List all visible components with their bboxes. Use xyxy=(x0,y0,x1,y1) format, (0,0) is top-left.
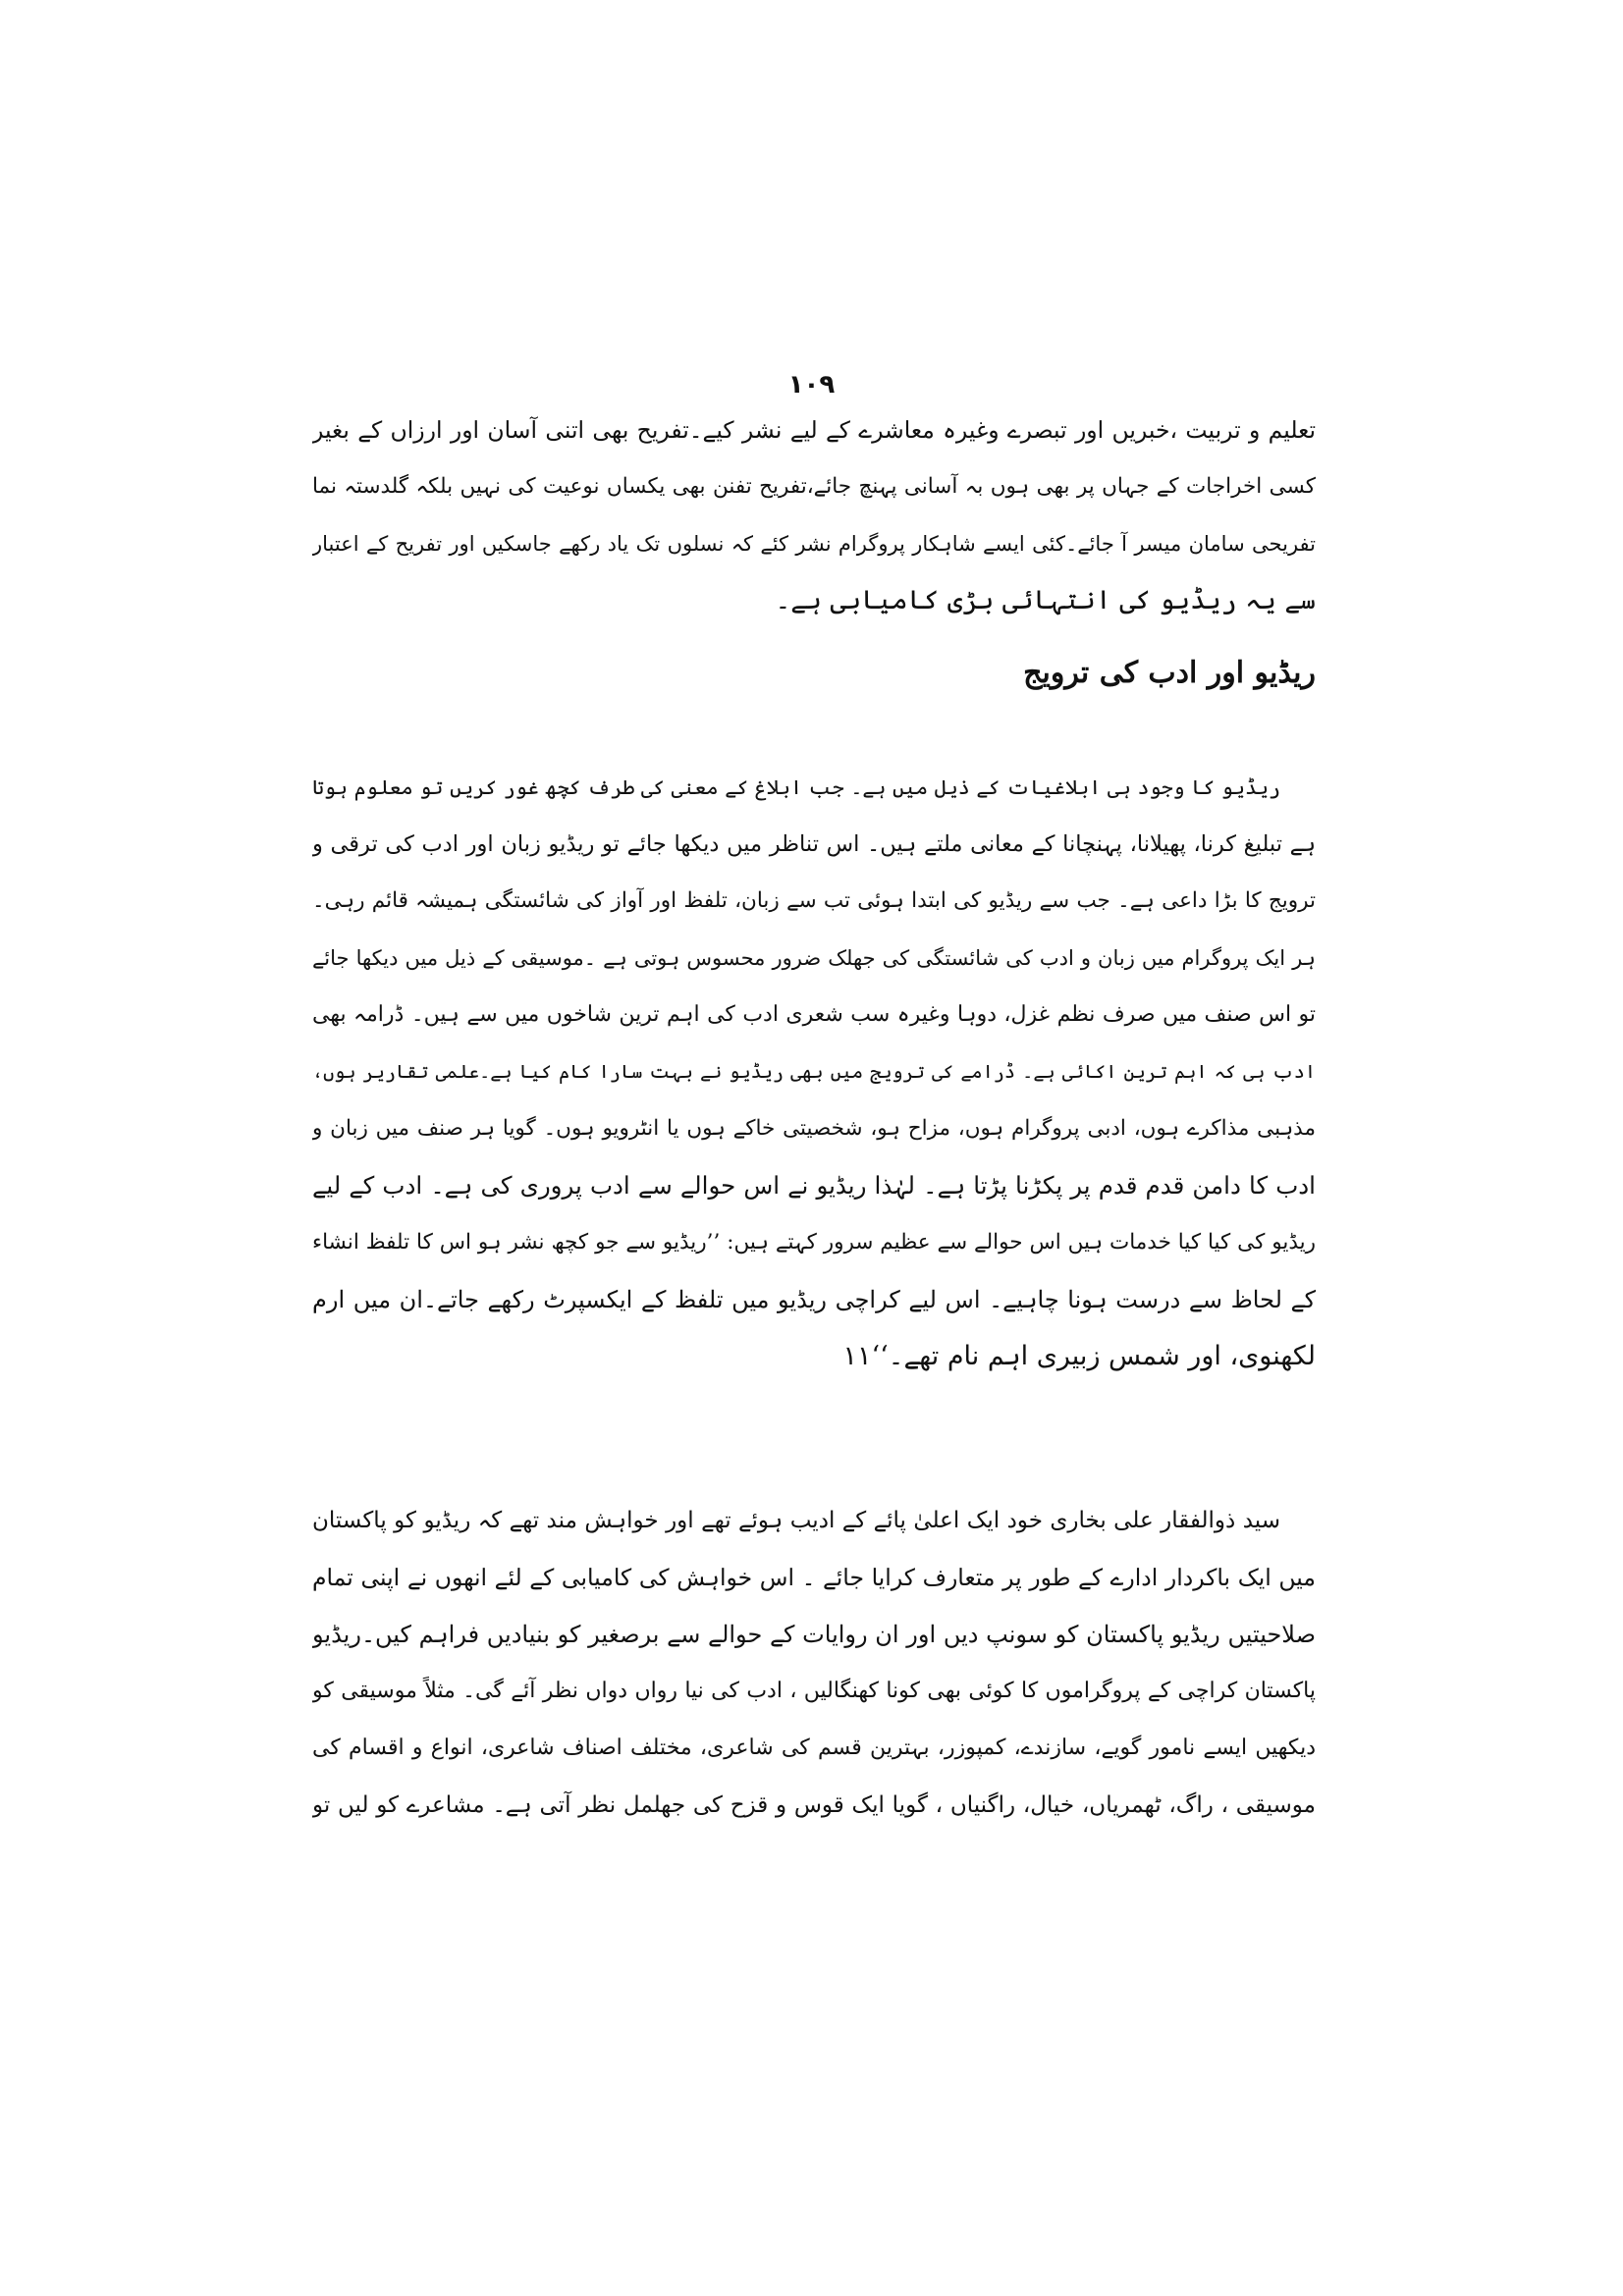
text-line: میں ایک باکردار ادارے کے طور پر متعارف کرایا جائے ۔ اس خواہش کی کامیابی کے لئے انھوں نے اپنی تمام xyxy=(312,1564,1316,1591)
text-line: مذہبی مذاکرے ہوں، ادبی پروگرام ہوں، مزاح ہو، شخصیتی خاکے ہوں یا انٹرویو ہوں۔ گویا ہر صنف میں زبان و xyxy=(312,1116,1316,1141)
paragraph-bukhari xyxy=(312,1492,1316,1834)
text-line: دیکھیں ایسے نامور گویے، سازندے، کمپوزر، بہترین قسم کی شاعری، مختلف اصناف شاعری، انواع و اقسام کی xyxy=(312,1735,1316,1760)
text-line: صلاحیتیں ریڈیو پاکستان کو سونپ دیں اور ان روایات کے حوالے سے برصغیر کو بنیادیں فراہم کیں۔ریڈیو xyxy=(312,1621,1316,1648)
text-line: کسی اخراجات کے جہاں پر بھی ہوں بہ آسانی پہنچ جائے،تفریح تفنن بھی یکساں نوعیت کی نہیں بلکہ گلدستہ نما xyxy=(312,474,1316,499)
page-number: ۱۰۹ xyxy=(787,370,836,400)
text-line: لکھنوی، اور شمس زبیری اہم نام تھے۔‘‘۱۱ xyxy=(842,1341,1316,1371)
text-line: ادب کا دامن قدم قدم پر پکڑنا پڑتا ہے۔ لہٰذا ریڈیو نے اس حوالے سے ادب پروری کی ہے۔ ادب کے لیے xyxy=(312,1171,1316,1200)
paragraph-intro xyxy=(312,401,1316,629)
text-line: سے یہ ریڈیو کی انتہائی بڑی کامیابی ہے۔ xyxy=(775,585,1316,615)
text-line: ہے تبلیغ کرنا، پھیلانا، پہنچانا کے معانی ملتے ہیں۔ اس تناظر میں دیکھا جائے تو ریڈیو زبان اور ادب کی ترقی و xyxy=(312,831,1316,857)
text-line: سید ذوالفقار علی بخاری خود ایک اعلیٰ پائے کے ادیب ہوئے تھے اور خواہش مند تھے کہ ریڈیو کو پاکستان xyxy=(312,1508,1280,1533)
text-line: موسیقی ، راگ، ٹھمریاں، خیال، راگنیاں ، گویا ایک قوس و قزح کی جھلمل نظر آتی ہے۔ مشاعرے کو لیں تو xyxy=(312,1792,1316,1818)
text-line: کے لحاظ سے درست ہونا چاہیے۔ اس لیے کراچی ریڈیو میں تلفظ کے ایکسپرٹ رکھے جاتے۔ان میں ارم xyxy=(312,1286,1316,1313)
text-line: ریڈیو کی کیا کیا خدمات ہیں اس حوالے سے عظیم سرور کہتے ہیں: ’’ریڈیو سے جو کچھ نشر ہو اس کا تلفظ انشاء xyxy=(312,1230,1316,1255)
text-line: پاکستان کراچی کے پروگراموں کا کوئی بھی کونا کھنگالیں ، ادب کی نیا رواں دواں نظر آئے گی۔ مثلاً موسیقی کو xyxy=(312,1679,1316,1703)
section-heading: ریڈیو اور ادب کی ترویج xyxy=(1023,656,1316,690)
text-line: ادب ہی کہ اہم ترین اکائی ہے۔ ڈرامے کی ترویج میں بھی ریڈیو نے بہت سارا کام کیا ہے۔علمی تقاریر ہوں، xyxy=(312,1061,1316,1083)
text-line: تعلیم و تربیت ،خبریں اور تبصرے وغیرہ معاشرے کے لیے نشر کیے۔تفریح بھی اتنی آسان اور ارزاں کے بغیر xyxy=(312,416,1316,444)
text-line: ریڈیو کا وجود ہی ابلاغیات کے ذیل میں ہے۔ جب ابلاغ کے معنی کی طرف کچھ غور کریں تو معلوم ہوتا xyxy=(312,775,1280,799)
text-line: ترویج کا بڑا داعی ہے۔ جب سے ریڈیو کی ابتدا ہوئی تب سے زبان، تلفظ اور آواز کی شائستگی ہمیشہ قائم رہی۔ xyxy=(312,888,1316,913)
paragraph-radio-literature xyxy=(312,759,1316,1385)
text-line: تفریحی سامان میسر آ جائے۔کئی ایسے شاہکار پروگرام نشر کئے کہ نسلوں تک یاد رکھے جاسکیں اور تفریح کے اعتبار xyxy=(312,532,1316,556)
text-line: تو اس صنف میں صرف نظم غزل، دوہا وغیرہ سب شعری ادب کی اہم ترین شاخوں میں سے ہیں۔ ڈرامہ بھی xyxy=(312,1002,1316,1027)
text-line: ہر ایک پروگرام میں زبان و ادب کی شائستگی کی جھلک ضرور محسوس ہوتی ہے ۔موسیقی کے ذیل میں دیکھا جائے xyxy=(312,946,1316,970)
